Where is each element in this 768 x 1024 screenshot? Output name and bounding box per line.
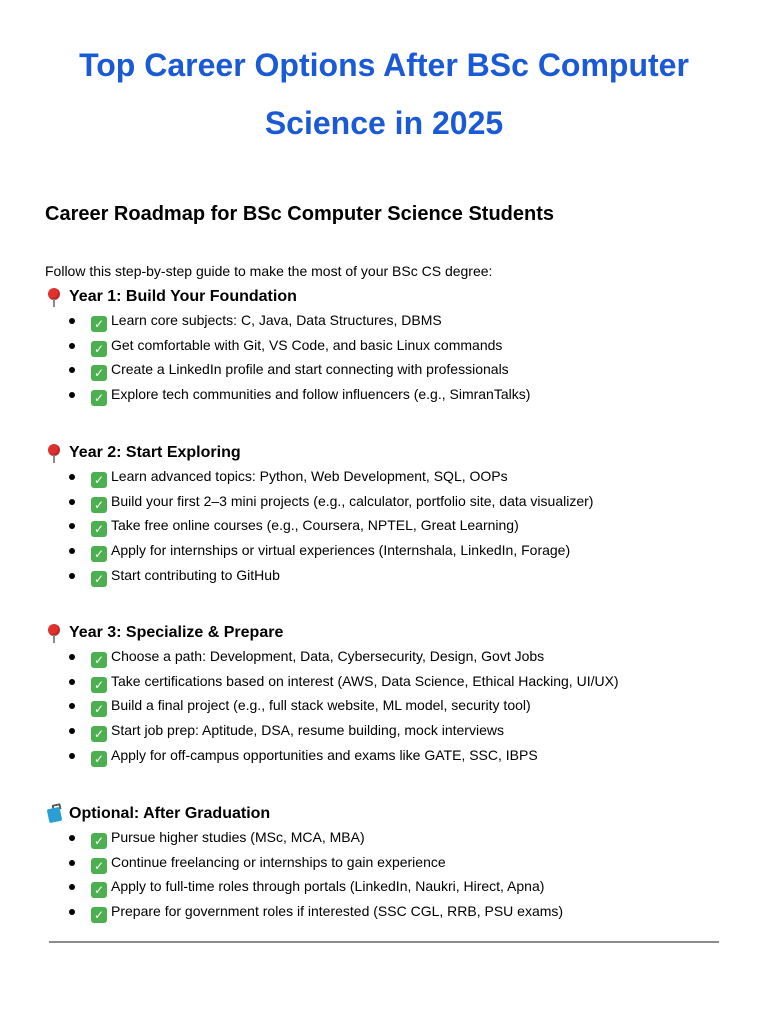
check-icon: ✓ xyxy=(91,571,107,587)
list-item-text: Explore tech communities and follow influencers (e.g., SimranTalks) xyxy=(111,386,531,403)
list-item-text: Take free online courses (e.g., Coursera, NPTEL, Great Learning) xyxy=(111,517,519,534)
bullet-icon xyxy=(69,860,75,866)
intro-text: Follow this step-by-step guide to make the most of your BSc CS degree: xyxy=(45,263,493,279)
list-item xyxy=(45,489,735,514)
bullet-icon xyxy=(69,499,75,505)
section-heading xyxy=(45,442,735,464)
check-icon: ✓ xyxy=(91,726,107,742)
list-item xyxy=(45,513,735,538)
luggage-icon xyxy=(45,803,65,825)
check-icon: ✓ xyxy=(91,882,107,898)
list-item-text: Take certifications based on interest (AWS, Data Science, Ethical Hacking, UI/UX) xyxy=(111,672,619,689)
bullet-icon xyxy=(69,835,75,841)
check-icon: ✓ xyxy=(91,316,107,332)
section-heading-text: Year 2: Start Exploring xyxy=(69,444,241,461)
check-icon: ✓ xyxy=(91,390,107,406)
check-icon: ✓ xyxy=(91,858,107,874)
section-heading xyxy=(45,803,735,825)
list-item-text: Start contributing to GitHub xyxy=(111,566,280,583)
list-item xyxy=(45,693,735,718)
check-icon: ✓ xyxy=(91,546,107,562)
page-title: Top Career Options After BSc Computer Science in 2025 xyxy=(79,47,689,141)
list-item xyxy=(45,308,735,333)
bullet-icon xyxy=(69,703,75,709)
list-item-text: Prepare for government roles if interested (SSC CGL, RRB, PSU exams) xyxy=(111,903,564,920)
list-item-text: Choose a path: Development, Data, Cybersecurity, Design, Govt Jobs xyxy=(111,648,545,664)
bullet-icon xyxy=(69,343,75,349)
list-item xyxy=(45,538,735,563)
bullet-icon xyxy=(69,753,75,759)
list-item xyxy=(45,333,735,358)
check-icon: ✓ xyxy=(91,472,107,488)
checklist xyxy=(45,308,735,407)
section-year-2 xyxy=(45,442,735,587)
checklist xyxy=(45,464,735,587)
check-icon: ✓ xyxy=(91,677,107,693)
section-heading-text: Optional: After Graduation xyxy=(69,805,271,822)
section-subtitle: Career Roadmap for BSc Computer Science Students xyxy=(45,203,555,225)
bullet-icon xyxy=(69,474,75,480)
list-item xyxy=(45,357,735,382)
list-item-text: Create a LinkedIn profile and start connecting with professionals xyxy=(111,361,509,378)
list-item xyxy=(45,850,735,875)
check-icon: ✓ xyxy=(91,751,107,767)
list-item-text: Pursue higher studies (MSc, MCA, MBA) xyxy=(111,829,365,845)
bullet-icon xyxy=(69,728,75,734)
bullet-icon xyxy=(69,548,75,554)
check-icon: ✓ xyxy=(91,365,107,381)
pin-icon xyxy=(45,286,65,308)
bullet-icon xyxy=(69,679,75,685)
list-item-text: Build your first 2–3 mini projects (e.g., calculator, portfolio site, data visualizer) xyxy=(111,492,594,509)
list-item xyxy=(45,382,735,407)
list-item-text: Learn advanced topics: Python, Web Development, SQL, OOPs xyxy=(111,468,508,484)
bullet-icon xyxy=(69,392,75,398)
list-item-text: Get comfortable with Git, VS Code, and basic Linux commands xyxy=(111,336,503,353)
horizontal-divider xyxy=(49,941,719,943)
bullet-icon xyxy=(69,654,75,660)
list-item xyxy=(45,563,735,588)
bullet-icon xyxy=(69,367,75,373)
check-icon: ✓ xyxy=(91,497,107,513)
checklist xyxy=(45,825,735,924)
list-item-text: Continue freelancing or internships to gain experience xyxy=(111,853,446,870)
list-item-text: Apply for off-campus opportunities and exams like GATE, SSC, IBPS xyxy=(111,746,538,763)
list-item-text: Build a final project (e.g., full stack website, ML model, security tool) xyxy=(111,697,531,714)
list-item xyxy=(45,899,735,924)
list-item-text: Apply for internships or virtual experiences (Internshala, LinkedIn, Forage) xyxy=(111,542,571,559)
list-item xyxy=(45,825,735,850)
list-item xyxy=(45,669,735,694)
list-item xyxy=(45,644,735,669)
bullet-icon xyxy=(69,523,75,529)
section-year-1 xyxy=(45,286,735,407)
list-item xyxy=(45,743,735,768)
bullet-icon xyxy=(69,909,75,915)
bullet-icon xyxy=(69,318,75,324)
list-item-text: Start job prep: Aptitude, DSA, resume building, mock interviews xyxy=(111,722,504,739)
list-item xyxy=(45,874,735,899)
pin-icon xyxy=(45,442,65,464)
check-icon: ✓ xyxy=(91,521,107,537)
bullet-icon xyxy=(69,884,75,890)
bullet-icon xyxy=(69,573,75,579)
check-icon: ✓ xyxy=(91,652,107,668)
pin-icon xyxy=(45,622,65,644)
checklist xyxy=(45,644,735,767)
list-item-text: Learn core subjects: C, Java, Data Structures, DBMS xyxy=(111,312,442,328)
section-year-3 xyxy=(45,622,735,767)
check-icon: ✓ xyxy=(91,833,107,849)
section-after-graduation xyxy=(45,803,735,924)
section-heading xyxy=(45,286,735,308)
list-item-text: Apply to full-time roles through portals (LinkedIn, Naukri, Hirect, Apna) xyxy=(111,878,545,895)
check-icon: ✓ xyxy=(91,907,107,923)
section-heading xyxy=(45,622,735,644)
list-item xyxy=(45,464,735,489)
section-heading-text: Year 3: Specialize & Prepare xyxy=(69,624,284,641)
check-icon: ✓ xyxy=(91,341,107,357)
list-item xyxy=(45,718,735,743)
check-icon: ✓ xyxy=(91,701,107,717)
section-heading-text: Year 1: Build Your Foundation xyxy=(69,288,297,305)
